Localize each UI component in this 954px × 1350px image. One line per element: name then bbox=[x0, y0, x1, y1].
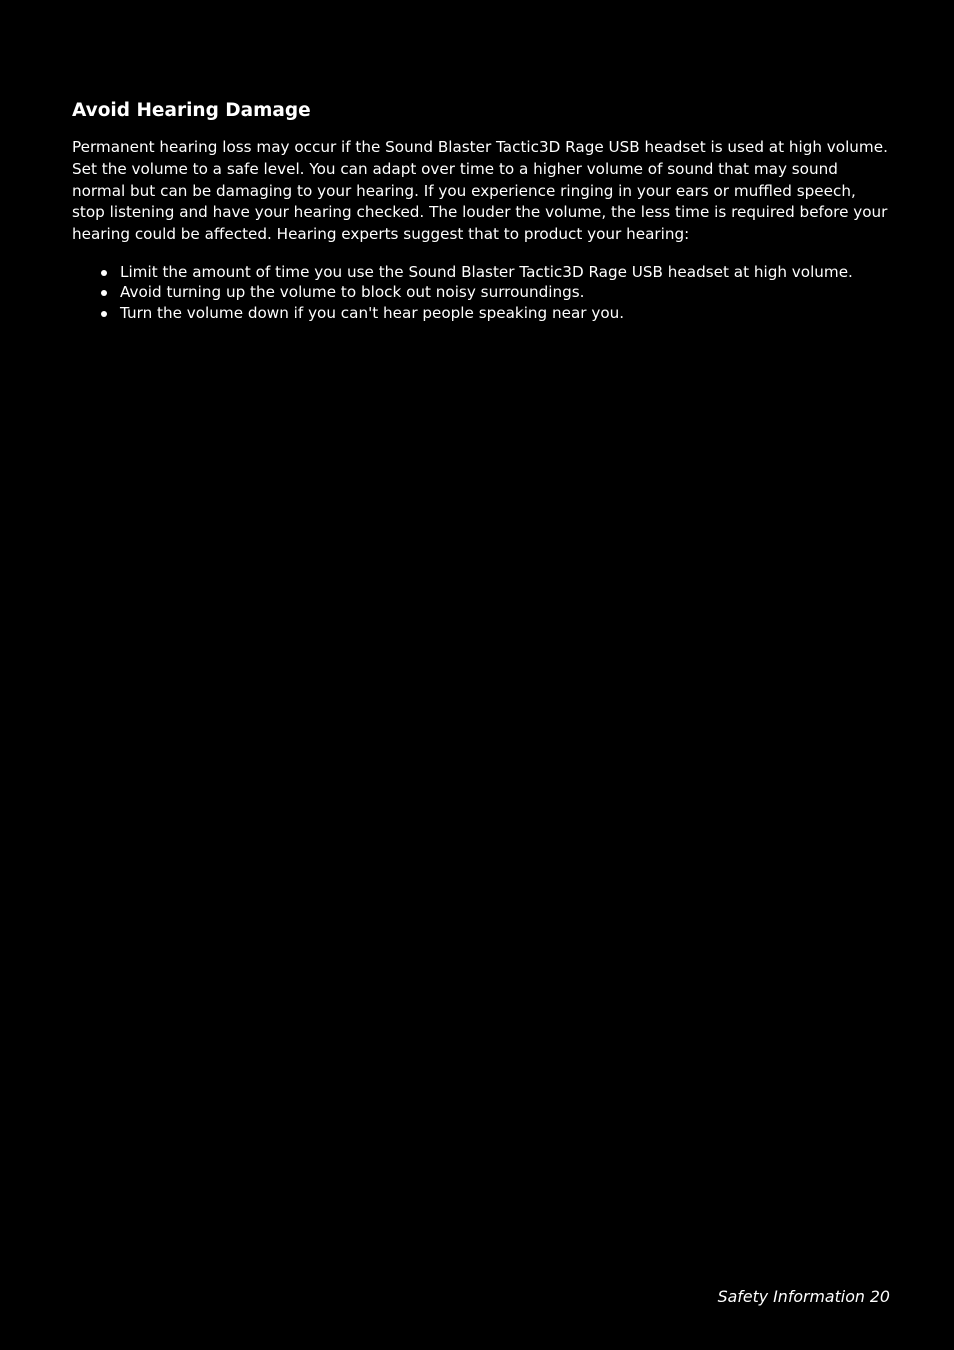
bullet-icon bbox=[101, 311, 107, 317]
list-item-text: Limit the amount of time you use the Sound Blaster Tactic3D Rage USB headset at high volume. bbox=[120, 262, 853, 281]
page-content bbox=[72, 98, 892, 323]
section-heading: Avoid Hearing Damage bbox=[72, 100, 311, 121]
list-item bbox=[72, 303, 892, 324]
body-paragraph: Permanent hearing loss may occur if the Sound Blaster Tactic3D Rage USB headset is used at high volume. Set the volume to a safe level. You can adapt over time to a higher volume of sound that may sound normal but can be damaging to your hearing. If you experience ringing in your ears or muffled speech, stop listening and have your hearing checked. The louder the volume, the less time is required before your hearing could be affected. Hearing experts suggest that to product your hearing: bbox=[72, 138, 888, 244]
list-item-text: Turn the volume down if you can't hear people speaking near you. bbox=[120, 303, 625, 322]
bullet-list bbox=[72, 262, 892, 324]
list-item bbox=[72, 282, 892, 303]
bullet-icon bbox=[101, 290, 107, 296]
list-item-text: Avoid turning up the volume to block out noisy surroundings. bbox=[120, 283, 585, 302]
page-footer: Safety Information 20 bbox=[717, 1287, 890, 1306]
bullet-icon bbox=[101, 270, 107, 276]
list-item bbox=[72, 262, 892, 283]
